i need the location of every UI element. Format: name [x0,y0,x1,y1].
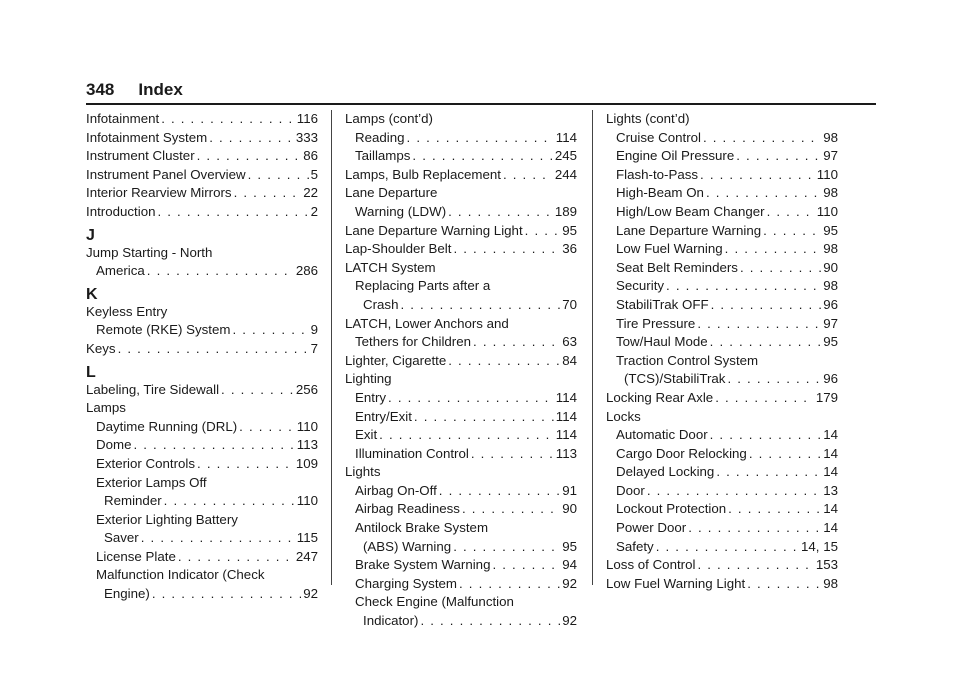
entry-page-number: 90 [562,501,577,517]
entry-page-number: 98 [823,278,838,294]
index-entry [606,519,838,538]
entry-page-number: 5 [310,166,318,182]
dot-leader [386,389,554,408]
index-entry [345,296,577,315]
entry-page-number: 63 [562,334,577,350]
index-entry [345,370,577,389]
dot-leader [734,147,821,166]
index-entry [345,147,577,166]
entry-page-number: 92 [562,613,577,629]
entry-page-number: 114 [555,129,577,145]
header-rule [86,103,876,105]
entry-term: Locks [606,408,641,424]
entry-page-number: 97 [823,315,838,331]
index-entry [606,500,838,519]
entry-page-number: 110 [816,166,838,182]
entry-term: Safety [616,538,654,554]
index-entry [606,482,838,501]
dot-leader [139,529,295,548]
index-column-1 [86,110,318,604]
dot-leader [230,321,308,340]
dot-leader [501,166,553,185]
entry-term: Low Fuel Warning Light [606,575,746,591]
index-entry [345,426,577,445]
entry-term: Locking Rear Axle [606,389,714,405]
dot-leader [195,455,294,474]
index-entry [86,166,318,185]
entry-term: Warning (LDW) [355,203,447,219]
dot-leader [405,129,554,148]
entry-term: LATCH System [345,259,436,275]
entry-page-number: 94 [562,557,577,573]
entry-page-number: 95 [823,222,838,238]
entry-page-number: 95 [562,222,577,238]
index-entry [606,575,838,594]
entry-page-number: 14 [823,427,838,443]
entry-term: Lane Departure Warning [616,222,762,238]
entry-page-number: 92 [303,586,318,602]
dot-leader [726,500,821,519]
entry-term: Lane Departure [345,185,438,201]
entry-page-number: 98 [823,185,838,201]
dot-leader [460,500,560,519]
entry-page-number: 90 [823,259,838,275]
entry-term: Lane Departure Warning Light [345,222,523,238]
dot-leader [469,445,554,464]
entry-page-number: 98 [823,575,838,591]
index-entry [345,408,577,427]
index-entry [86,474,318,493]
dot-leader [745,575,821,594]
dot-leader [219,381,294,400]
index-entry [606,147,838,166]
index-entry [345,110,577,129]
entry-term: Check Engine (Malfunction [355,594,514,610]
index-entry [606,315,838,334]
entry-term: Lights [345,464,381,480]
entry-term: Delayed Locking [616,464,715,480]
dot-leader [523,222,561,241]
dot-leader [701,129,821,148]
entry-term: Low Fuel Warning [616,241,723,257]
index-entry [86,381,318,400]
index-entry [606,370,838,389]
entry-term: Dome [96,437,132,453]
column-divider [331,110,332,585]
entry-term: America [96,263,145,279]
dot-leader [471,333,560,352]
entry-term: Replacing Parts after a [355,278,491,294]
index-entry [86,399,318,418]
entry-term: Lockout Protection [616,501,727,517]
entry-term: LATCH, Lower Anchors and [345,315,509,331]
entry-page-number: 333 [295,129,318,145]
index-entry [345,240,577,259]
index-entry [606,445,838,464]
page-header [86,80,183,100]
dot-leader [150,585,301,604]
index-entry [345,352,577,371]
entry-term: Remote (RKE) System [96,322,231,338]
index-entry [606,129,838,148]
entry-page-number: 7 [310,340,318,356]
index-entry [345,445,577,464]
dot-leader [237,418,295,437]
index-entry [345,538,577,557]
index-entry [345,482,577,501]
entry-page-number: 109 [295,455,318,471]
index-entry [606,538,838,557]
entry-page-number: 84 [562,352,577,368]
index-entry [345,519,577,538]
entry-term: Brake System Warning [355,557,491,573]
entry-page-number: 247 [295,548,318,564]
index-entry [86,203,318,222]
entry-page-number: 98 [823,129,838,145]
entry-page-number: 110 [296,418,318,434]
section-letter: K [86,285,98,303]
entry-page-number: 14 [823,520,838,536]
entry-page-number: 110 [296,493,318,509]
index-entry [345,593,577,612]
entry-page-number: 14 [823,445,838,461]
entry-term: Daytime Running (DRL) [96,418,238,434]
column-divider [592,110,593,585]
entry-term: Malfunction Indicator (Check [96,567,265,583]
index-entry [345,463,577,482]
dot-leader [446,352,560,371]
entry-page-number: 86 [303,148,318,164]
entry-page-number: 110 [816,203,838,219]
index-entry [86,184,318,203]
page-title: Index [138,80,183,99]
entry-term: Exterior Lighting Battery [96,511,238,527]
entry-page-number: 2 [310,203,318,219]
index-entry [606,222,838,241]
dot-leader [451,538,560,557]
entry-term: Cruise Control [616,129,701,145]
dot-leader [654,538,799,557]
entry-term: Engine Oil Pressure [616,148,735,164]
entry-term: Keys [86,340,116,356]
index-entry [86,418,318,437]
index-entry [345,612,577,631]
entry-term: Seat Belt Reminders [616,259,738,275]
entry-term: Interior Rearview Mirrors [86,185,232,201]
index-entry [86,566,318,585]
index-entry [345,203,577,222]
dot-leader [195,147,302,166]
index-entry [86,303,318,322]
index-entry [345,315,577,334]
index-entry [86,585,318,604]
index-entry [86,436,318,455]
dot-leader [457,575,560,594]
index-entry [86,492,318,511]
index-entry [86,455,318,474]
entry-page-number: 286 [295,263,318,279]
entry-term: Exit [355,427,378,443]
dot-leader [698,166,815,185]
index-entry [86,529,318,548]
entry-term: Instrument Panel Overview [86,166,246,182]
entry-term: Entry [355,389,387,405]
entry-term: Keyless Entry [86,303,168,319]
index-entry [86,129,318,148]
index-entry [86,548,318,567]
dot-leader [145,262,294,281]
dot-leader [747,445,821,464]
entry-term: License Plate [96,548,176,564]
entry-term: StabiliTrak OFF [616,296,709,312]
entry-page-number: 96 [823,296,838,312]
entry-page-number: 189 [554,203,577,219]
index-entry [606,333,838,352]
entry-page-number: 113 [555,445,577,461]
index-entry [345,222,577,241]
entry-page-number: 91 [562,482,577,498]
index-entry [345,184,577,203]
index-entry [345,333,577,352]
entry-term: Cargo Door Relocking [616,445,747,461]
entry-term: Power Door [616,520,687,536]
entry-term: Lights (cont’d) [606,111,690,126]
index-entry [86,340,318,359]
entry-page-number: 97 [823,148,838,164]
dot-leader [490,556,560,575]
entry-term: Lighter, Cigarette [345,352,447,368]
index-entry [345,389,577,408]
index-entry [345,556,577,575]
entry-term: Antilock Brake System [355,520,489,536]
entry-term: Lamps (cont’d) [345,111,433,126]
dot-leader [377,426,554,445]
entry-term: Charging System [355,575,457,591]
entry-page-number: 36 [562,241,577,257]
entry-page-number: 92 [562,575,577,591]
entry-term: Instrument Cluster [86,148,195,164]
entry-page-number: 14, 15 [801,538,838,554]
dot-leader [704,184,821,203]
section-letter: J [86,226,95,244]
entry-page-number: 179 [815,389,838,405]
dot-leader [176,548,294,567]
entry-term: High/Low Beam Changer [616,203,765,219]
entry-term: Infotainment System [86,129,208,145]
entry-term: Introduction [86,203,156,219]
entry-page-number: 114 [555,408,577,424]
index-entry [606,110,838,129]
entry-term: Tow/Haul Mode [616,334,708,350]
entry-term: Jump Starting - North [86,244,213,260]
entry-term: Infotainment [86,111,160,126]
index-entry [606,556,838,575]
section-letter: L [86,363,96,381]
dot-leader [725,370,821,389]
dot-leader [709,296,822,315]
entry-page-number: 70 [562,296,577,312]
dot-leader [708,426,822,445]
dot-leader [686,519,821,538]
entry-page-number: 22 [303,185,318,201]
entry-term: Airbag Readiness [355,501,460,517]
index-column-3 [606,110,838,593]
index-entry [345,277,577,296]
dot-leader [664,277,821,296]
index-entry [345,129,577,148]
dot-leader [451,240,560,259]
dot-leader [232,184,302,203]
dot-leader [398,296,560,315]
entry-term: Illumination Control [355,445,469,461]
dot-leader [446,203,553,222]
entry-page-number: 9 [310,322,318,338]
entry-term: (TCS)/StabiliTrak [624,371,726,387]
entry-page-number: 14 [823,464,838,480]
entry-term: Flash-to-Pass [616,166,699,182]
entry-term: Exterior Lamps Off [96,474,207,490]
entry-page-number: 114 [555,427,577,443]
entry-page-number: 95 [823,334,838,350]
entry-term: Door [616,482,645,498]
index-entry [86,147,318,166]
dot-leader [695,315,821,334]
entry-page-number: 113 [296,437,318,453]
index-entry [606,389,838,408]
index-entry [86,511,318,530]
entry-term: Saver [104,530,139,546]
entry-term: Automatic Door [616,427,708,443]
index-entry [606,203,838,222]
entry-term: Crash [363,296,399,312]
index-entry [606,277,838,296]
dot-leader [162,492,295,511]
index-entry [606,184,838,203]
entry-term: Traction Control System [616,352,759,368]
entry-term: Lap-Shoulder Belt [345,241,452,257]
index-column-2 [345,110,577,631]
index-entry [606,166,838,185]
entry-term: Loss of Control [606,557,696,573]
dot-leader [708,333,822,352]
dot-leader [714,463,821,482]
entry-term: Lamps, Bulb Replacement [345,166,501,182]
dot-leader [159,110,295,129]
dot-leader [155,203,308,222]
entry-term: Reminder [104,493,162,509]
dot-leader [207,129,294,148]
index-entry [606,240,838,259]
dot-leader [246,166,309,185]
entry-term: Lighting [345,371,392,387]
entry-page-number: 153 [815,557,838,573]
entry-term: Tire Pressure [616,315,696,331]
dot-leader [645,482,821,501]
entry-page-number: 256 [295,381,318,397]
index-entry [345,575,577,594]
dot-leader [761,222,821,241]
index-entry [86,321,318,340]
dot-leader [131,436,294,455]
entry-term: Entry/Exit [355,408,412,424]
index-entry [606,352,838,371]
entry-term: Security [616,278,665,294]
index-entry [606,408,838,427]
entry-term: Lamps [86,400,126,416]
entry-page-number: 244 [554,166,577,182]
dot-leader [695,556,813,575]
dot-leader [437,482,560,501]
entry-page-number: 96 [823,371,838,387]
entry-term: Reading [355,129,405,145]
entry-term: High-Beam On [616,185,704,201]
index-entry [606,259,838,278]
entry-term: Taillamps [355,148,411,164]
dot-leader [418,612,560,631]
entry-term: Exterior Controls [96,455,196,471]
index-entry [345,259,577,278]
dot-leader [713,389,814,408]
entry-term: Indicator) [363,613,419,629]
dot-leader [412,408,554,427]
index-entry [606,463,838,482]
index-entry [606,426,838,445]
index-entry [345,166,577,185]
entry-term: Tethers for Children [355,334,472,350]
dot-leader [765,203,815,222]
entry-page-number: 245 [554,148,577,164]
index-entry [86,110,318,129]
entry-page-number: 95 [562,538,577,554]
entry-page-number: 116 [296,111,318,126]
entry-term: Engine) [104,586,150,602]
entry-term: Airbag On-Off [355,482,437,498]
entry-page-number: 14 [823,501,838,517]
entry-page-number: 98 [823,241,838,257]
dot-leader [723,240,822,259]
index-entry [606,296,838,315]
page-number: 348 [86,80,115,99]
index-entry [86,262,318,281]
dot-leader [410,147,552,166]
entry-term: Labeling, Tire Sidewall [86,381,220,397]
index-entry [86,244,318,263]
entry-page-number: 13 [823,482,838,498]
dot-leader [738,259,821,278]
entry-term: (ABS) Warning [363,538,452,554]
entry-page-number: 115 [296,530,318,546]
dot-leader [116,340,309,359]
index-entry [345,500,577,519]
entry-page-number: 114 [555,389,577,405]
